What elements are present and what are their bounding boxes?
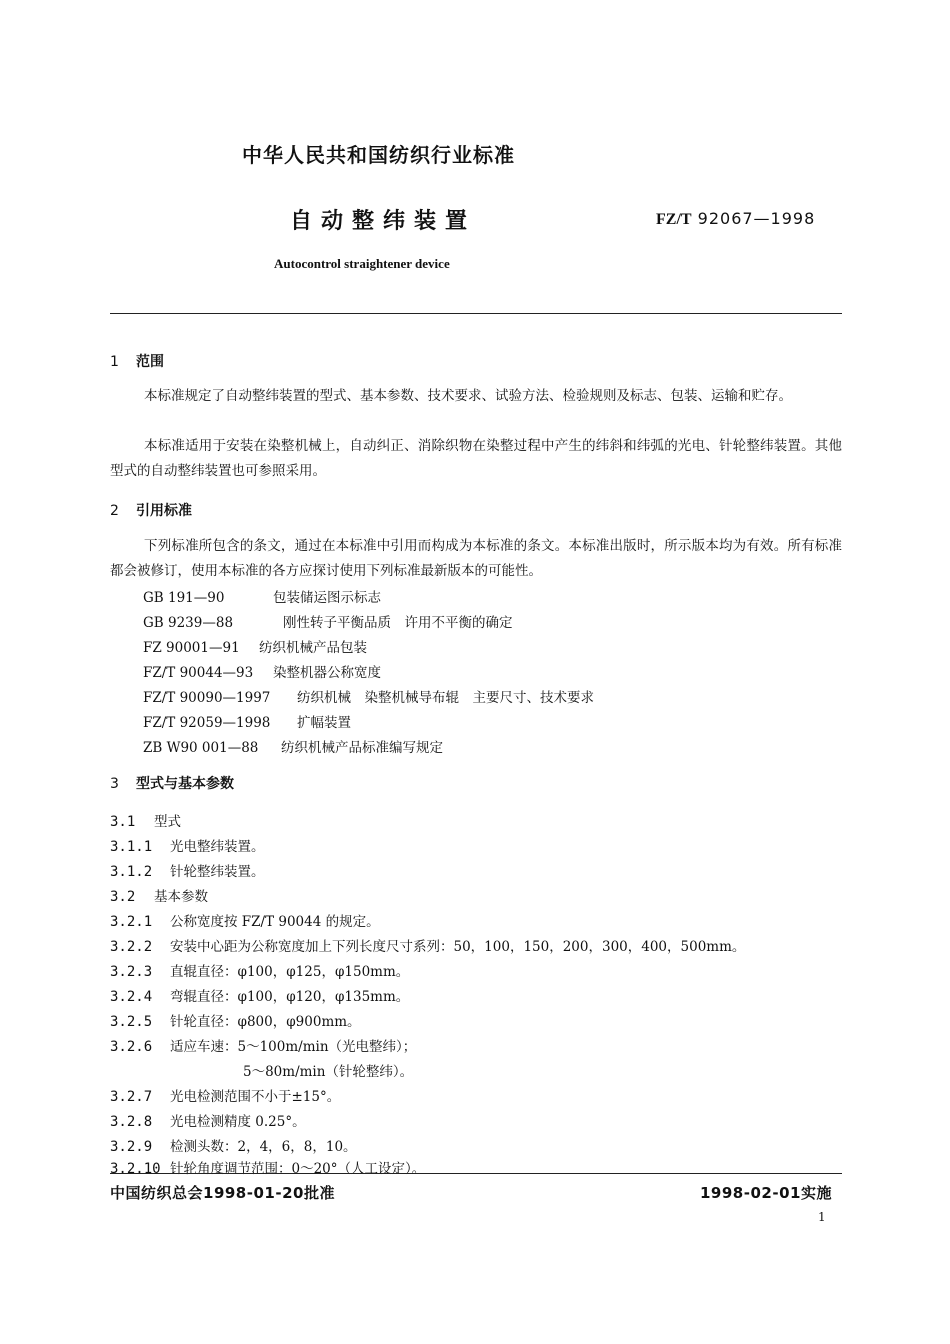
clause-item: 3.2.5 针轮直径：φ800，φ900mm。 — [110, 1014, 361, 1030]
section-title: 引用标准 — [136, 503, 192, 519]
clause-item: 3.2.4 弯辊直径：φ100，φ120，φ135mm。 — [110, 989, 410, 1005]
clause-item: 3.2.8 光电检测精度 0.25°。 — [110, 1114, 306, 1130]
english-title: Autocontrol straightener device — [274, 256, 450, 271]
section-number: 2 — [110, 503, 119, 519]
section-number: 3 — [110, 776, 119, 792]
section-3-heading — [110, 773, 234, 793]
reference-item: FZ 90001—91 纺织机械产品包装 — [143, 640, 367, 656]
section-2-paragraph: 下列标准所包含的条文，通过在本标准中引用而构成为本标准的条文。本标准出版时，所示版本均为有效。所有标准都会被修订，使用本标准的各方应探讨使用下列标准最新版本的可能性。 — [110, 538, 842, 579]
section-title: 范围 — [136, 354, 164, 370]
page-number: 1 — [818, 1210, 826, 1224]
section-2-heading — [110, 500, 192, 520]
footer-divider — [110, 1173, 842, 1174]
clause-item: 3.2.6 适应车速：5～100m/min（光电整纬）； — [110, 1039, 417, 1055]
approval-statement: 中国纺织总会1998-01-20批准 — [110, 1184, 335, 1202]
clause-item: 3.1.1 光电整纬装置。 — [110, 839, 265, 855]
reference-item: FZ/T 90090—1997 纺织机械 染整机械导布辊 主要尺寸、技术要求 — [143, 690, 594, 706]
section-1-heading — [110, 351, 164, 371]
clause-item: 3.2.9 检测头数：2，4，6，8，10。 — [110, 1139, 357, 1155]
standard-title: 自动整纬装置 — [290, 209, 477, 234]
reference-item: GB 191—90 包装储运图示标志 — [143, 590, 381, 606]
clause-item: 3.2.2 安装中心距为公称宽度加上下列长度尺寸系列：50，100，150，200，300，400，500mm。 — [110, 939, 746, 955]
clause-continuation: 5～80m/min（针轮整纬）。 — [243, 1064, 414, 1080]
standard-code-number: 92067—1998 — [697, 209, 816, 228]
clause-item: 3.2.7 光电检测范围不小于±15°。 — [110, 1089, 341, 1105]
reference-item: FZ/T 90044—93 染整机器公称宽度 — [143, 665, 381, 681]
section-1-paragraph-2: 本标准适用于安装在染整机械上，自动纠正、消除织物在染整过程中产生的纬斜和纬弧的光电、针轮整纬装置。其他型式的自动整纬装置也可参照采用。 — [110, 438, 842, 479]
standard-code-prefix: FZ/T — [656, 211, 692, 228]
reference-item: FZ/T 92059—1998 扩幅装置 — [143, 715, 351, 731]
section-title: 型式与基本参数 — [136, 776, 234, 792]
standard-code — [656, 209, 815, 229]
clause-item: 3.2.1 公称宽度按 FZ/T 90044 的规定。 — [110, 914, 380, 930]
clause-item: 3.1.2 针轮整纬装置。 — [110, 864, 265, 880]
header-divider — [110, 313, 842, 314]
reference-item: ZB W90 001—88 纺织机械产品标准编写规定 — [143, 740, 443, 756]
section-1-paragraph-1: 本标准规定了自动整纬装置的型式、基本参数、技术要求、试验方法、检验规则及标志、包装、运输和贮存。 — [144, 388, 792, 404]
issuing-organization: 中华人民共和国纺织行业标准 — [242, 143, 515, 167]
effective-date: 1998-02-01实施 — [700, 1184, 832, 1202]
clause-item: 3.1 型式 — [110, 814, 181, 830]
clause-item: 3.2.3 直辊直径：φ100，φ125，φ150mm。 — [110, 964, 410, 980]
reference-item: GB 9239—88 刚性转子平衡品质 许用不平衡的确定 — [143, 615, 513, 631]
section-number: 1 — [110, 354, 119, 370]
clause-item: 3.2.10 针轮角度调节范围：0～20°（人工设定）。 — [110, 1161, 426, 1177]
clause-item: 3.2 基本参数 — [110, 889, 208, 905]
